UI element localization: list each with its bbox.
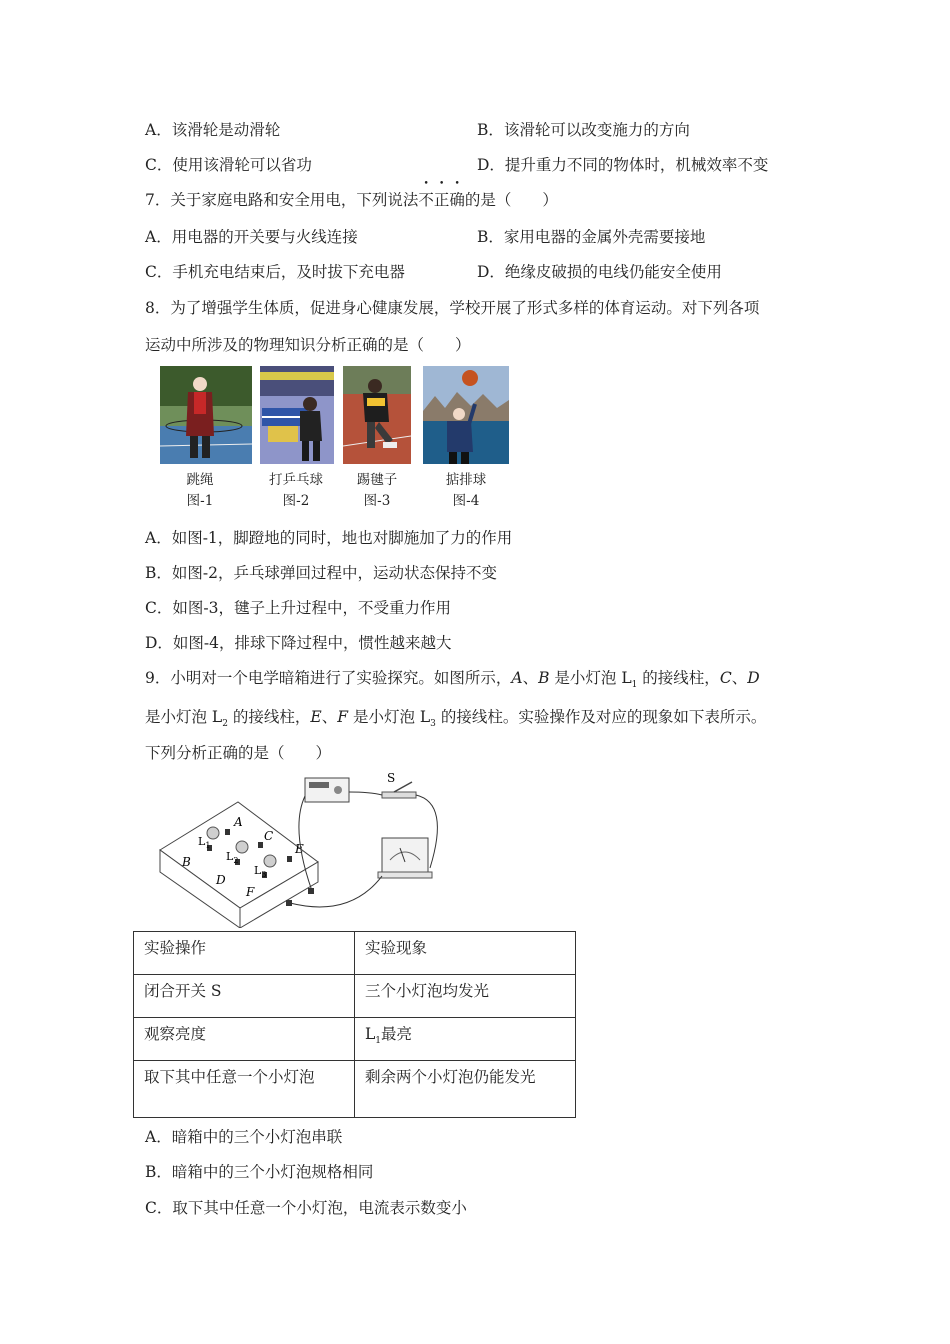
label-D: D	[216, 873, 226, 887]
label-A: A	[234, 815, 243, 829]
label-F: F	[246, 885, 255, 899]
q9-stem-line1: 9．小明对一个电学暗箱进行了实验探究。如图所示，A、B 是小灯泡 $L_1$ 的接线柱，C、D	[145, 669, 760, 691]
q6-option-b: B．该滑轮可以改变施力的方向	[477, 121, 690, 139]
q6-option-c: C．使用该滑轮可以省功	[145, 156, 312, 174]
table-row	[134, 1061, 576, 1118]
experiment-table	[133, 931, 576, 1118]
table-cell: 闭合开关 S	[134, 975, 355, 1018]
q8-option-c: C．如图-3，毽子上升过程中，不受重力作用	[145, 599, 451, 617]
q9-stem-line3: 下列分析正确的是（ ）	[145, 744, 332, 762]
photo2-caption: 打乒乓球	[269, 472, 323, 488]
q8-option-b: B．如图-2，乒乓球弹回过程中，运动状态保持不变	[145, 564, 497, 582]
q8-stem-line2: 运动中所涉及的物理知识分析正确的是（ ）	[145, 336, 471, 354]
circuit-diagram	[150, 768, 450, 928]
table-cell: 剩余两个小灯泡仍能发光	[355, 1061, 576, 1118]
label-L1: $L_1$	[198, 835, 211, 850]
photo4-fig: 图-4	[452, 493, 480, 509]
photo1-caption: 跳绳	[186, 472, 214, 488]
table-cell: 实验操作	[134, 932, 355, 975]
label-B: B	[182, 855, 191, 869]
photo-jump-rope	[160, 366, 252, 464]
label-C: C	[264, 829, 274, 843]
q8-option-a: A．如图-1，脚蹬地的同时，地也对脚施加了力的作用	[145, 529, 513, 547]
photo3-fig: 图-3	[363, 493, 391, 509]
table-row	[134, 975, 576, 1018]
q6-option-a: A．该滑轮是动滑轮	[145, 121, 281, 139]
photo3-caption: 踢毽子	[356, 472, 398, 488]
q7-option-a: A．用电器的开关要与火线连接	[145, 228, 358, 246]
label-E: E	[295, 842, 304, 856]
label-L3: $L_3$	[254, 864, 267, 879]
photo2-fig: 图-2	[282, 493, 310, 509]
table-cell: 取下其中任意一个小灯泡	[134, 1061, 355, 1118]
photo1-fig: 图-1	[186, 493, 214, 509]
q7-option-d: D．绝缘皮破损的电线仍能安全使用	[477, 263, 722, 281]
q9-option-b: B．暗箱中的三个小灯泡规格相同	[145, 1163, 374, 1181]
table-cell: $L_1$最亮	[355, 1018, 576, 1061]
table-cell: 三个小灯泡均发光	[355, 975, 576, 1018]
photo4-caption: 掂排球	[445, 472, 487, 488]
q7-option-c: C．手机充电结束后，及时拔下充电器	[145, 263, 405, 281]
q8-stem-line1: 8．为了增强学生体质，促进身心健康发展，学校开展了形式多样的体育运动。对下列各项	[145, 299, 760, 317]
photo-volleyball	[423, 366, 509, 464]
label-L2: $L_2$	[226, 850, 239, 865]
label-S: S	[387, 771, 396, 785]
q6-option-d: D．提升重力不同的物体时，机械效率不变	[477, 156, 769, 174]
q9-option-c: C．取下其中任意一个小灯泡，电流表示数变小	[145, 1199, 467, 1217]
table-row	[134, 932, 576, 975]
q8-option-d: D．如图-4，排球下降过程中，惯性越来越大	[145, 634, 452, 652]
q7-stem: 7．关于家庭电路和安全用电，下列说法不正确的是（ ）	[145, 191, 558, 209]
photo-table-tennis	[260, 366, 352, 464]
table-cell: 实验现象	[355, 932, 576, 975]
q9-option-a: A．暗箱中的三个小灯泡串联	[145, 1128, 343, 1146]
table-row	[134, 1018, 576, 1061]
table-cell: 观察亮度	[134, 1018, 355, 1061]
q9-stem-line2: 是小灯泡 $L_2$ 的接线柱，E、F 是小灯泡 $L_3$ 的接线柱。实验操作及对应的现象如下表所示。	[145, 708, 767, 730]
q7-option-b: B．家用电器的金属外壳需要接地	[477, 228, 706, 246]
photo-shuttlecock	[343, 366, 411, 464]
